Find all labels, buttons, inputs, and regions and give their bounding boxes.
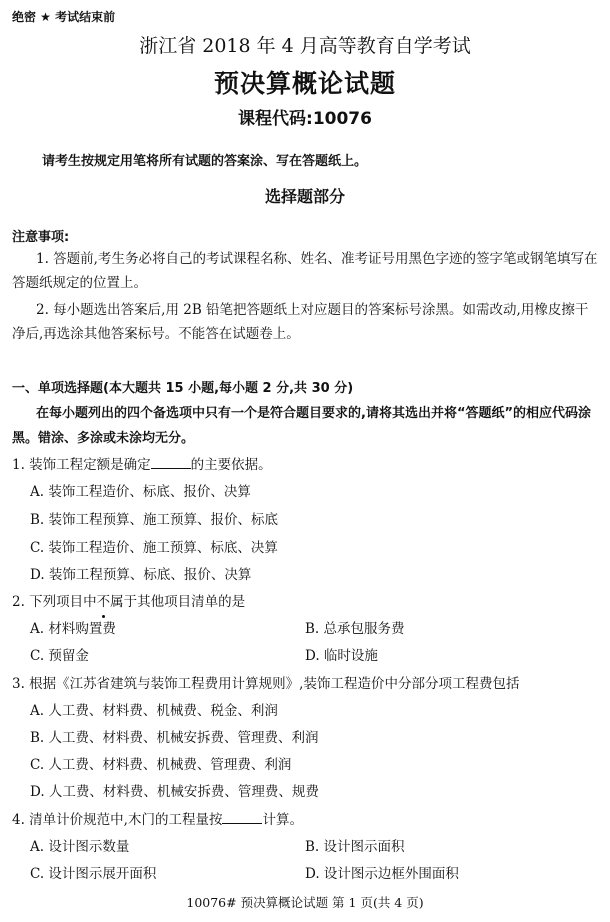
page-footer: 10076# 预决算概论试题 第 1 页(共 4 页) xyxy=(186,895,424,910)
answer-blank xyxy=(151,467,191,469)
question-2-option-a: A. 材料购置费 xyxy=(30,621,116,637)
note-item-1: 1. 答题前,考生务必将自己的考试课程名称、姓名、准考证号用黑色字迹的签字笔或钢笔填写在答题纸规定的位置上。 xyxy=(12,251,598,291)
question-1-option-d: D. 装饰工程预算、标底、报价、决算 xyxy=(30,567,252,583)
question-3-option-a: A. 人工费、材料费、机械费、税金、利润 xyxy=(30,703,278,719)
question-2-stem-after: 属于其他项目清单的是 xyxy=(110,594,246,610)
notes-heading: 注意事项: xyxy=(12,230,70,245)
answer-blank xyxy=(222,822,262,824)
part1-heading: 一、单项选择题(本大题共 15 小题,每小题 2 分,共 30 分) xyxy=(12,381,354,396)
question-4-option-c: C. 设计图示展开面积 xyxy=(30,866,157,882)
question-1-stem-after: 的主要依据。 xyxy=(190,457,272,473)
question-3-stem: 3. 根据《江苏省建筑与装饰工程费用计算规则》,装饰工程造价中分部分项工程费包括 xyxy=(12,676,520,692)
section-title: 选择题部分 xyxy=(264,187,345,206)
question-1-option-a: A. 装饰工程造价、标底、报价、决算 xyxy=(30,484,251,500)
question-4-stem-before: 4. 清单计价规范中,木门的工程量按 xyxy=(12,812,223,828)
question-4-stem-after: 计算。 xyxy=(262,812,303,828)
question-2-stem xyxy=(12,590,245,614)
note-item-2: 2. 每小题选出答案后,用 2B 铅笔把答题纸上对应题目的答案标号涂黑。如需改动,用橡皮擦干净后,再选涂其他答案标号。不能答在试题卷上。 xyxy=(12,302,589,342)
question-3-option-b: B. 人工费、材料费、机械安拆费、管理费、利润 xyxy=(30,730,319,746)
question-4-option-d: D. 设计图示边框外围面积 xyxy=(305,866,459,882)
question-2-option-c: C. 预留金 xyxy=(30,648,89,664)
question-4-option-a: A. 设计图示数量 xyxy=(30,839,130,855)
question-1-stem xyxy=(12,453,272,477)
question-2-stem-before: 2. 下列项目中 xyxy=(12,594,97,610)
question-4-stem xyxy=(12,808,303,832)
question-3-option-c: C. 人工费、材料费、机械费、管理费、利润 xyxy=(30,757,292,773)
answer-instruction: 请考生按规定用笔将所有试题的答案涂、写在答题纸上。 xyxy=(42,154,368,169)
page-title: 预决算概论试题 xyxy=(213,69,396,98)
question-3-option-d: D. 人工费、材料费、机械安拆费、管理费、规费 xyxy=(30,784,319,800)
course-code: 课程代码:10076 xyxy=(238,109,372,129)
question-4-option-b: B. 设计图示面积 xyxy=(305,839,405,855)
question-1-stem-before: 1. 装饰工程定额是确定 xyxy=(12,457,151,473)
question-2-emphasis: 不 xyxy=(97,590,111,614)
question-2-option-d: D. 临时设施 xyxy=(305,648,378,664)
exam-title: 浙江省 2018 年 4 月高等教育自学考试 xyxy=(139,35,471,57)
question-2-option-b: B. 总承包服务费 xyxy=(305,621,405,637)
confidential-label: 绝密 ★ 考试结束前 xyxy=(12,10,116,24)
question-1-option-b: B. 装饰工程预算、施工预算、报价、标底 xyxy=(30,512,279,528)
question-1-option-c: C. 装饰工程造价、施工预算、标底、决算 xyxy=(30,540,278,556)
part1-directive: 在每小题列出的四个备选项中只有一个是符合题目要求的,请将其选出并将“答题纸”的相应代码涂黑。错涂、多涂或未涂均无分。 xyxy=(12,406,592,446)
